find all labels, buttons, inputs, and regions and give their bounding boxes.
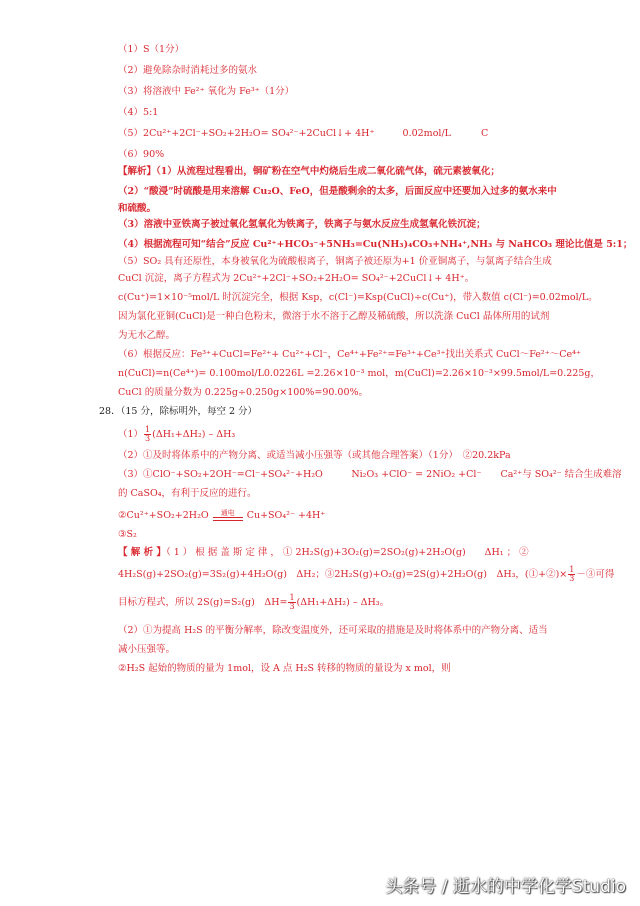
q27-analysis-line-10: 为无水乙醇。 bbox=[118, 330, 176, 341]
one-third-fraction: $\frac{1}{3}$ bbox=[289, 593, 295, 611]
q28-answer-1: （1） $\frac{1}{3}$ (ΔH₁+ΔH₂) – ΔH₃ bbox=[118, 425, 236, 443]
q27-analysis-line-12: n(CuCl)=n(Ce⁴⁺)= 0.100mol/L0.0226L =2.26×10⁻³ mol，m(CuCl)=2.26×10⁻³×99.5mol/L=0.225g， bbox=[118, 368, 600, 379]
q27-analysis-line-4: （3）溶液中亚铁离子被过氧化氢氧化为铁离子，铁离子与氨水反应生成氢氧化铁沉淀； bbox=[118, 219, 486, 230]
q28-analysis-line-1: 【 解 析 】（ 1 ） 根 据 盖 斯 定 律 ， ① 2H₂S(g)+3O₂(g)=2SO₂(g)+2H₂O(g) ΔH₁ ； ② bbox=[118, 547, 529, 558]
q28-answer-3-part-3: ③S₂ bbox=[118, 529, 137, 540]
q27-answer-3: （3）将溶液中 Fe²⁺ 氧化为 Fe³⁺（1分） bbox=[118, 86, 295, 97]
q28-analysis-line-2: 4H₂S(g)+2SO₂(g)=3S₂(g)+4H₂O(g) ΔH₂；③2H₂S(g)+O₂(g)=2S(g)+2H₂O(g) ΔH₃，(①+②)× $\frac{1}{3}$ －③可得 bbox=[118, 565, 615, 583]
q27-answer-4: （4）5:1 bbox=[118, 107, 159, 118]
watermark: 头条号 / 逝水的中学化学Studio bbox=[385, 877, 626, 897]
q28-answer-3-part-1-cont: 的 CaSO₄，有利于反应的进行。 bbox=[118, 488, 257, 499]
q27-analysis-line-8: c(Cu⁺)=1×10⁻⁵mol/L 时沉淀完全，根据 Ksp，c(Cl⁻)=Ksp(CuCl)÷c(Cu⁺)，带入数值 c(Cl⁻)=0.02mol/L。 bbox=[118, 292, 598, 303]
q27-answer-5-concentration: 0.02mol/L bbox=[402, 128, 451, 139]
q27-answer-2: （2）避免除杂时消耗过多的氨水 bbox=[118, 65, 258, 76]
q27-answer-6: （6）90% bbox=[118, 149, 165, 160]
q27-analysis-line-9: 因为氯化亚铜(CuCl)是一种白色粉末，微溶于水不溶于乙醇及稀硫酸，所以洗涤 CuCl 晶体所用的试剂 bbox=[118, 311, 550, 322]
q27-analysis-line-13: CuCl 的质量分数为 0.225g÷0.250g×100%=90.00%。 bbox=[118, 387, 369, 398]
q28-analysis-line-3: 目标方程式，所以 2S(g)=S₂(g) ΔH= $\frac{1}{3}$ (ΔH₁+ΔH₂) – ΔH₃。 bbox=[118, 593, 390, 611]
one-third-fraction: $\frac{1}{3}$ bbox=[569, 565, 575, 583]
q27-analysis-line-5: （4）根据流程可知“结合”反应 Cu²⁺+HCO₃⁻+5NH₃=Cu(NH₃)₄CO₃+NH₄⁺,NH₃ 与 NaHCO₃ 理论比值是 5:1； bbox=[118, 239, 633, 250]
q27-analysis-line-7: CuCl 沉淀，离子方程式为 2Cu²⁺+2Cl⁻+SO₂+2H₂O= SO₄²⁻+2CuCl↓+ 4H⁺。 bbox=[118, 273, 475, 284]
q27-analysis-line-3: 和硫酸。 bbox=[118, 203, 157, 214]
q28-analysis-line-5: 减小压强等。 bbox=[118, 644, 176, 655]
q27-answer-5-choice: C bbox=[481, 128, 489, 139]
q27-answer-5-equation: （5）2Cu²⁺+2Cl⁻+SO₂+2H₂O= SO₄²⁻+2CuCl↓+ 4H⁺ bbox=[118, 128, 375, 139]
q27-analysis-tag: 【解析】 bbox=[118, 166, 157, 177]
electrolysis-condition-arrow: 通电 bbox=[213, 510, 243, 521]
q28-analysis-line-6: ②H₂S 起始的物质的量为 1mol，设 A 点 H₂S 转移的物质的量设为 x mol，则 bbox=[118, 663, 451, 674]
q27-analysis-line-1: 【解析】（1）从流程过程看出，铜矿粉在空气中灼烧后生成二氧化硫气体，硫元素被氧化； bbox=[118, 166, 500, 177]
q27-analysis-line-6: （5）SO₂ 具有还原性，本身被氧化为硫酸根离子，铜离子被还原为+1 价亚铜离子，与氯离子结合生成 bbox=[118, 256, 552, 267]
q28-answer-3-part-2: ②Cu²⁺+SO₂+2H₂O 通电 Cu+SO₄²⁻ +4H⁺ bbox=[118, 509, 326, 521]
one-third-fraction: $\frac{1}{3}$ bbox=[145, 425, 151, 443]
q28-header: 28．（15 分，除标明外，每空 2 分） bbox=[99, 406, 258, 417]
q28-answer-3-part-1: （3）①ClO⁻+SO₂+2OH⁻=Cl⁻+SO₄²⁻+H₂O Ni₂O₃ +ClO⁻ = 2NiO₂ +Cl⁻ Ca²⁺与 SO₄²⁻ 结合生成难溶 bbox=[118, 469, 622, 480]
q28-answer-2: （2）①及时将体系中的产物分离、或适当减小压强等（或其他合理答案）（1分） ②20.2kPa bbox=[118, 450, 511, 461]
q27-answer-5 bbox=[118, 128, 488, 140]
q27-answer-1: （1）S（1分） bbox=[118, 44, 185, 55]
q27-analysis-line-2: （2）“酸浸”时硫酸是用来溶解 Cu₂O、FeO，但是酸剩余的太多，后面反应中还要加入过多的氨水来中 bbox=[118, 186, 557, 197]
q27-analysis-line-11: （6）根据反应：Fe³⁺+CuCl=Fe²⁺+ Cu²⁺+Cl⁻，Ce⁴⁺+Fe²⁺=Fe³⁺+Ce³⁺找出关系式 CuCl～Fe²⁺～Ce⁴⁺ bbox=[118, 349, 581, 360]
q28-analysis-line-4: （2）①为提高 H₂S 的平衡分解率，除改变温度外，还可采取的措施是及时将体系中的产物分离、适当 bbox=[118, 625, 548, 636]
q28-analysis-tag: 【 解 析 】 bbox=[118, 547, 166, 558]
